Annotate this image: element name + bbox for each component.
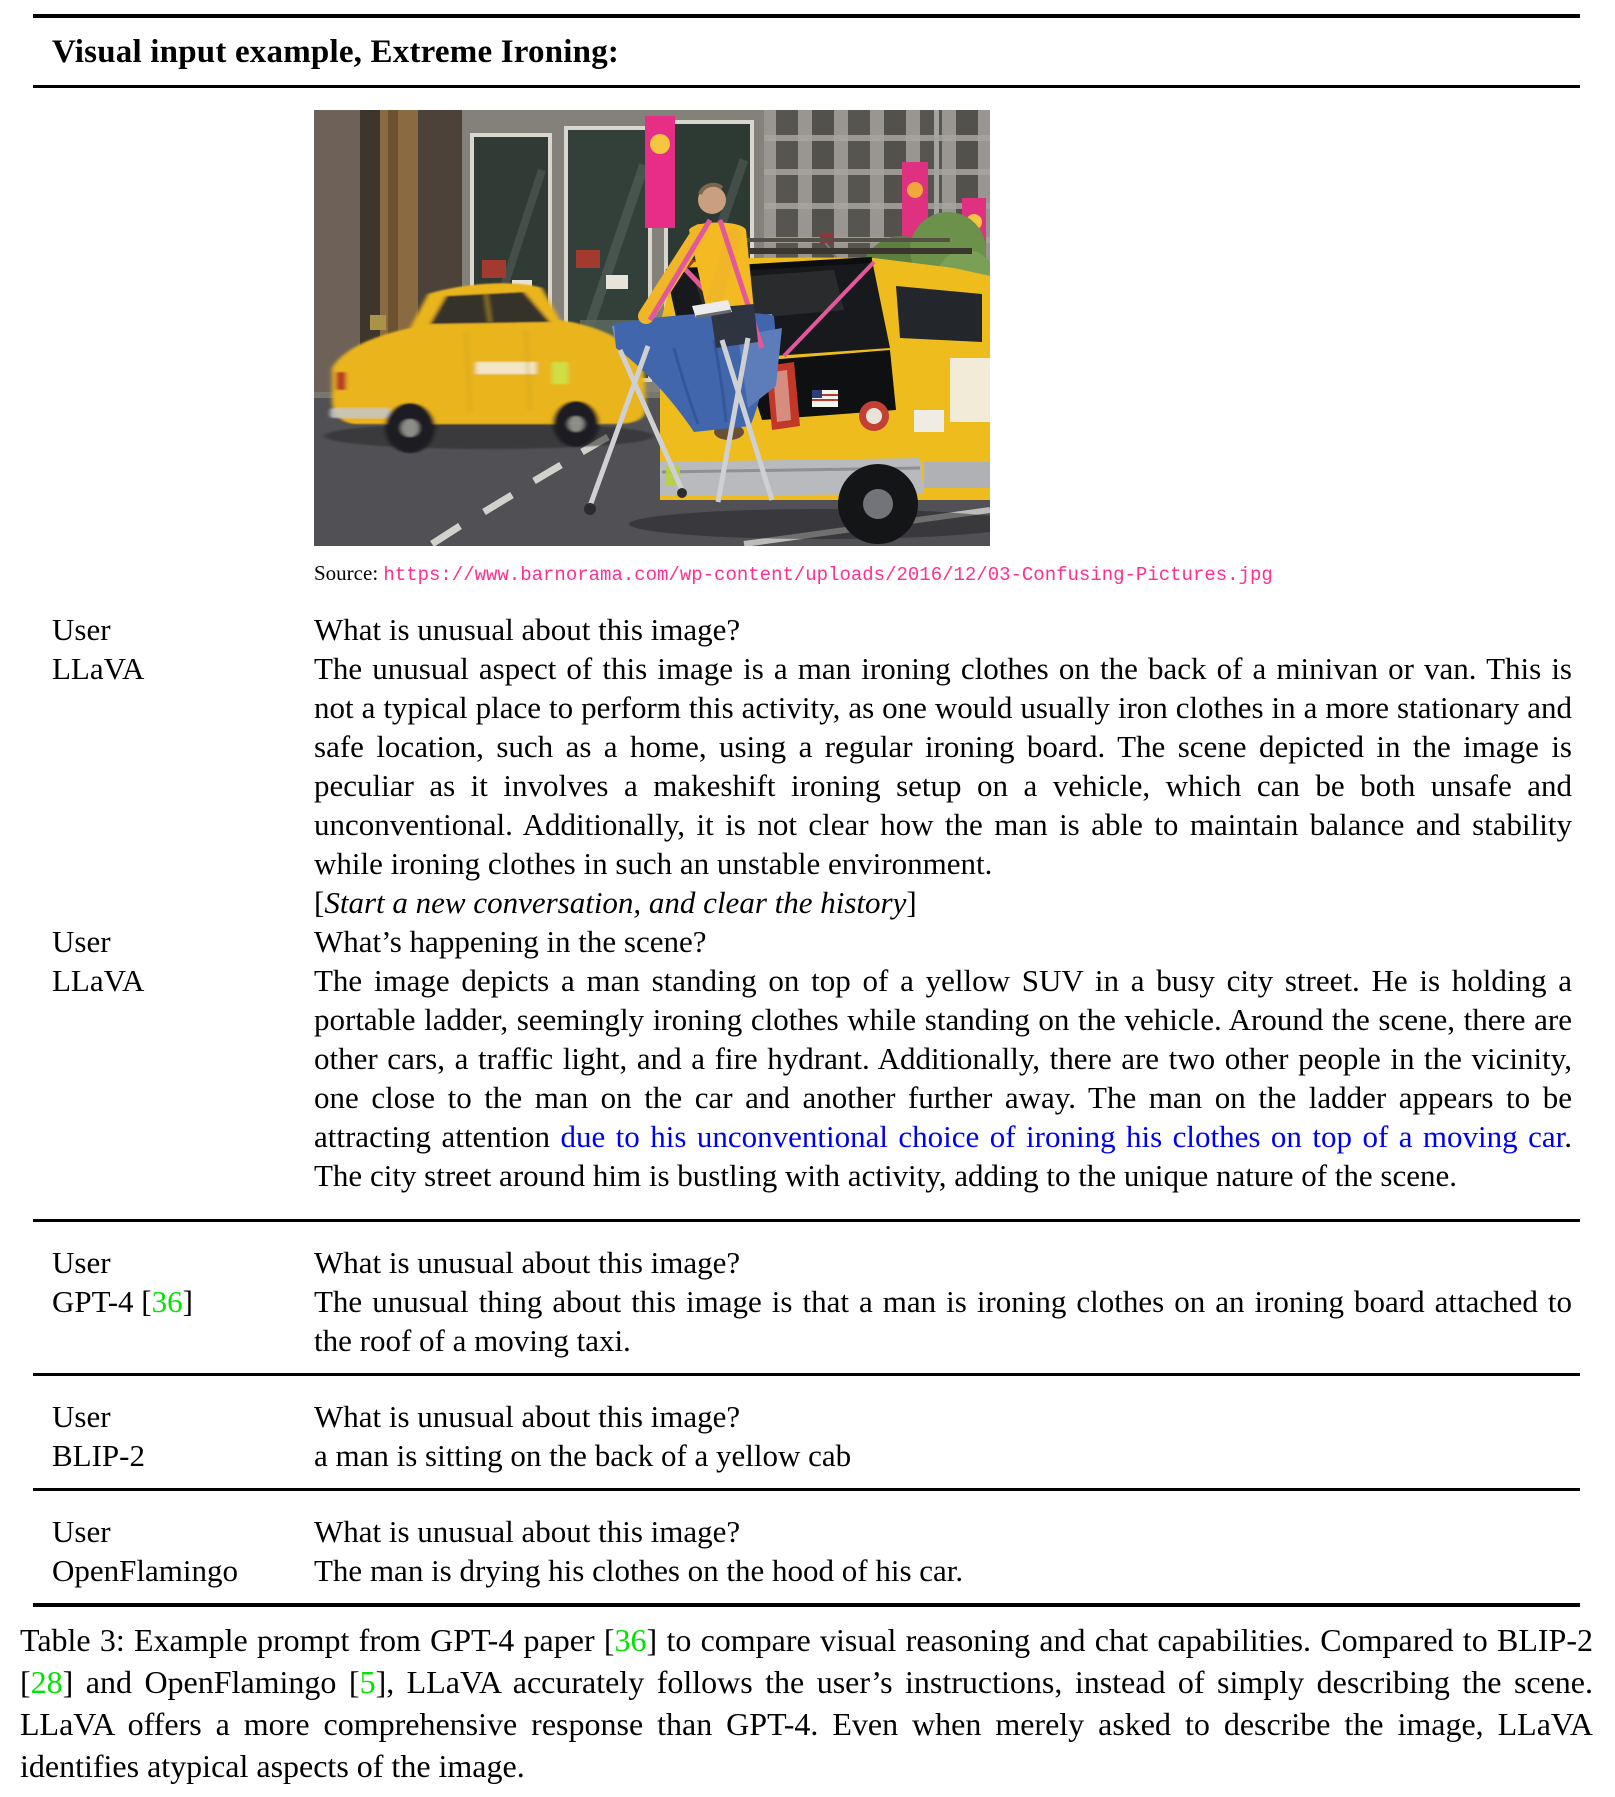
- dialogue-row: [52, 649, 1572, 883]
- dialogue-row: [52, 610, 1572, 649]
- dialogue-row: [52, 1436, 1572, 1475]
- caption-text: ], LLaVA accurately follows the user’s instructions, instead of simply describing the scene. LLaVA offers a more comprehensive response than GPT-4. Even when merely asked to describe the image, LLaVA identifies atypical aspects of the image.: [20, 1664, 1594, 1784]
- speaker-label-user: User: [52, 612, 111, 647]
- table-rule-mid-3: [33, 1488, 1580, 1491]
- gpt4-dialogue-section: [52, 1234, 1572, 1373]
- citation-28[interactable]: 28: [30, 1664, 63, 1700]
- extreme-ironing-photo: [314, 110, 990, 546]
- llava-answer-1: The unusual aspect of this image is a man ironing clothes on the back of a minivan or van. This is not a typical place to perform this activity, as one would usually iron clothes in a more stationary and safe location, such as a home, using a regular ironing board. The scene depicted in the image is peculiar as it involves a makeshift ironing setup on a vehicle, which can be both unsafe and unconventional. Additionally, it is not clear how the man is able to maintain balance and stability while ironing clothes in such an unstable environment.: [314, 651, 1572, 881]
- user-question: What is unusual about this image?: [314, 612, 741, 647]
- table-title: Visual input example, Extreme Ironing:: [52, 34, 620, 70]
- answer-2-text-end: . The city street around him is bustling with activity, adding to the unique nature of the scene.: [314, 1119, 1572, 1193]
- table-rule-bottom: [33, 1603, 1580, 1607]
- table-rule-under-title: [33, 85, 1580, 88]
- bracket-close: ]: [906, 885, 917, 920]
- speaker-label-user: User: [52, 1514, 111, 1549]
- dialogue-row: [52, 1397, 1572, 1436]
- dialogue-row: [52, 922, 1572, 961]
- table-rule-mid-1: [33, 1219, 1580, 1222]
- table-caption: [20, 1619, 1593, 1787]
- answer-2-text: The image depicts a man standing on top of a yellow SUV in a busy city street. He is holding a portable ladder, seemingly ironing clothes while standing on the vehicle. Around the scene, there are other cars, a traffic light, and a fire hydrant. Additionally, there are two other people in the vicinity, one close to the man on the car and another further away. The man on the ladder appears to be attracting attention: [314, 963, 1572, 1154]
- gpt4-answer: The unusual thing about this image is that a man is ironing clothes on an ironing board attached to the roof of a moving taxi.: [314, 1284, 1572, 1358]
- llava-answer-2: [314, 961, 1572, 1195]
- user-question: What is unusual about this image?: [314, 1399, 741, 1434]
- caption-text: ] to compare visual reasoning and chat capabilities. Compared to BLIP-2 [: [20, 1622, 1594, 1700]
- blip2-dialogue-section: [52, 1388, 1572, 1488]
- dialogue-row: [52, 883, 1572, 922]
- source-url-link[interactable]: https://www.barnorama.com/wp-content/uploads/2016/12/03-Confusing-Pictures.jpg: [383, 564, 1273, 586]
- openflamingo-dialogue-section: [52, 1503, 1572, 1603]
- caption-text: ] and OpenFlamingo [: [62, 1664, 360, 1700]
- dialogue-row: [52, 1551, 1572, 1590]
- source-line: [314, 560, 1572, 588]
- dialogue-row: [52, 1512, 1572, 1551]
- speaker-label-openflamingo: OpenFlamingo: [52, 1553, 238, 1588]
- speaker-label-user: User: [52, 924, 111, 959]
- table-3: [0, 14, 1615, 1607]
- user-question-2: What’s happening in the scene?: [314, 924, 707, 959]
- openflamingo-answer: The man is drying his clothes on the hood of his car.: [314, 1553, 964, 1588]
- reset-note-text: Start a new conversation, and clear the history: [324, 885, 907, 920]
- table-rule-top: [33, 14, 1580, 18]
- speaker-label-gpt4: [52, 1282, 314, 1321]
- gpt4-label-text: GPT-4 [: [52, 1284, 152, 1319]
- speaker-label-user: User: [52, 1245, 111, 1280]
- speaker-label-llava: LLaVA: [52, 963, 145, 998]
- citation-5[interactable]: 5: [359, 1664, 376, 1700]
- dialogue-row: [52, 1282, 1572, 1360]
- bracket-open: [: [314, 885, 325, 920]
- source-label: Source:: [314, 561, 379, 585]
- table-rule-mid-2: [33, 1373, 1580, 1376]
- photo-row: [314, 110, 1572, 546]
- user-question: What is unusual about this image?: [314, 1245, 741, 1280]
- citation-36[interactable]: 36: [151, 1284, 183, 1319]
- speaker-label-user: User: [52, 1399, 111, 1434]
- llava-dialogue-section: [52, 600, 1572, 1219]
- caption-text: Table 3: Example prompt from GPT-4 paper [: [20, 1622, 615, 1658]
- speaker-label-llava: LLaVA: [52, 651, 145, 686]
- dialogue-row: [52, 961, 1572, 1195]
- dialogue-row: [52, 1243, 1572, 1282]
- answer-2-highlighted-text: due to his unconventional choice of ironing his clothes on top of a moving car: [560, 1119, 1565, 1154]
- user-question: What is unusual about this image?: [314, 1514, 741, 1549]
- gpt4-label-bracket: ]: [182, 1284, 193, 1319]
- us-flag-sticker: [812, 390, 838, 407]
- speaker-label-blip2: BLIP-2: [52, 1438, 145, 1473]
- blip2-answer: a man is sitting on the back of a yellow cab: [314, 1438, 852, 1473]
- citation-36[interactable]: 36: [614, 1622, 647, 1658]
- conversation-reset-note: [314, 883, 1572, 922]
